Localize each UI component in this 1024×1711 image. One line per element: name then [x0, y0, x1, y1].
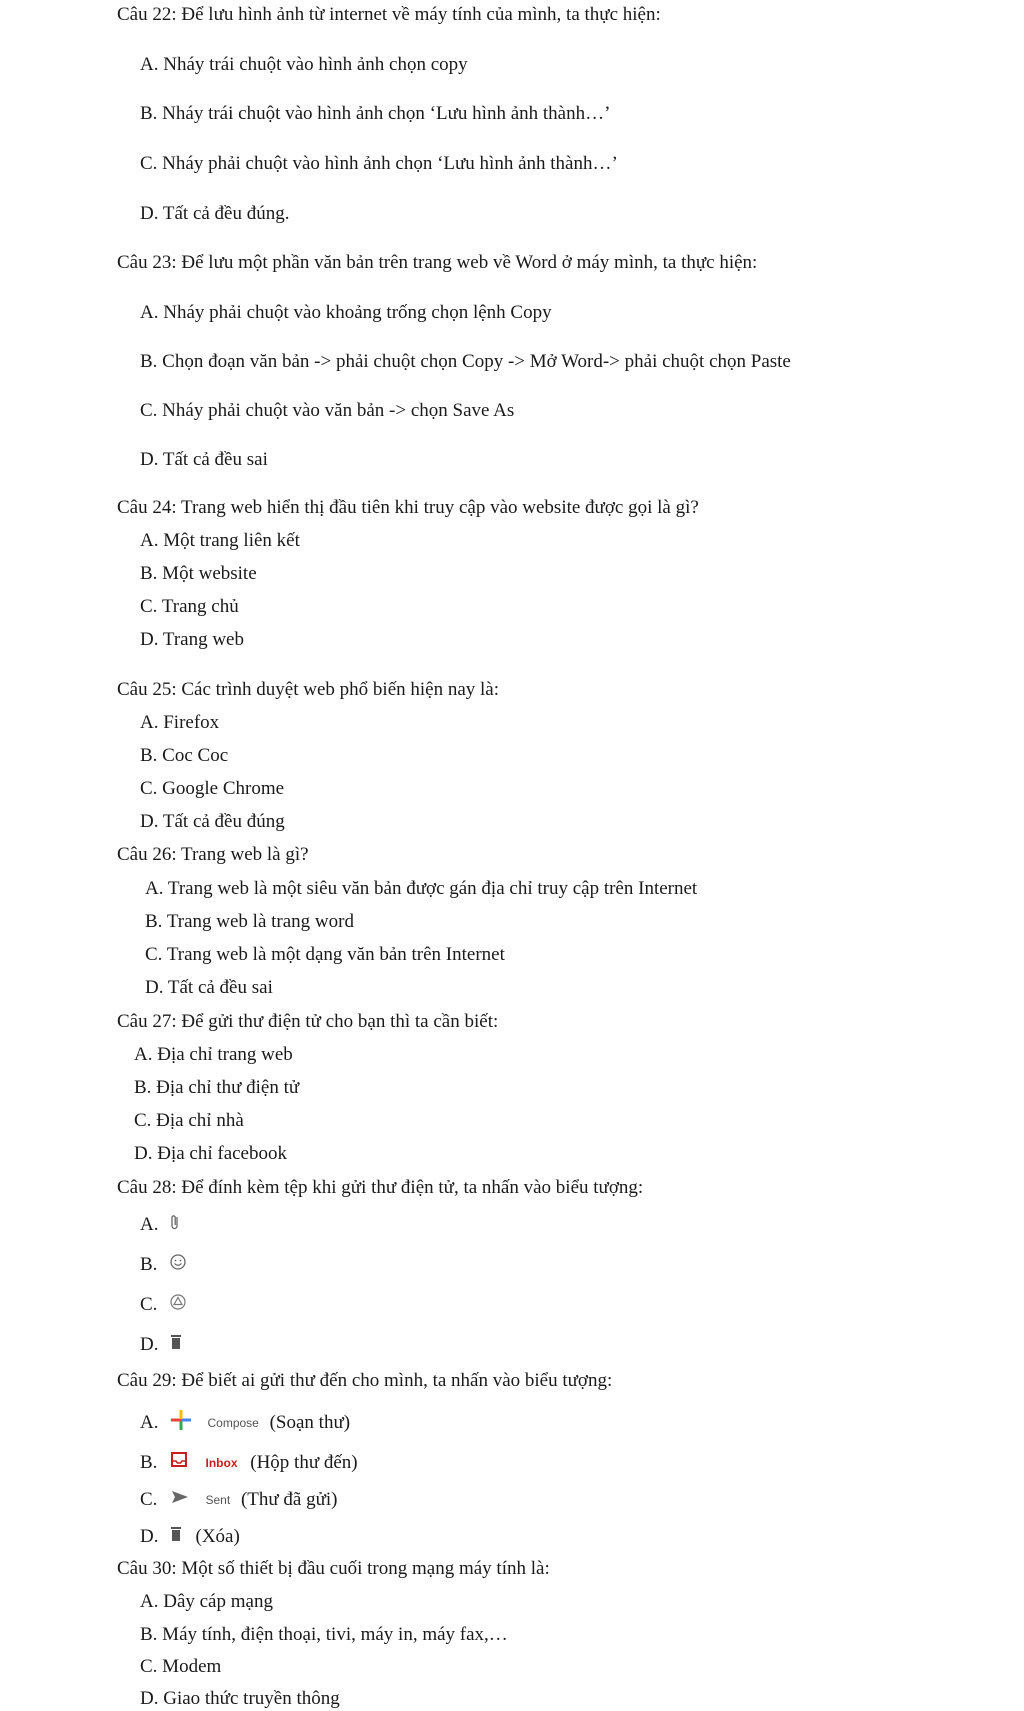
trash-icon	[169, 1333, 183, 1358]
option-30a: A. Dây cáp mạng	[140, 1591, 273, 1612]
option-25d: D. Tất cả đều đúng	[140, 811, 285, 832]
option-25b: B. Coc Coc	[140, 745, 229, 766]
option-26c: C. Trang web là một dạng văn bản trên Internet	[145, 944, 505, 965]
option-30c: C. Modem	[140, 1656, 222, 1677]
option-30b: B. Máy tính, điện thoại, tivi, máy in, máy fax,…	[140, 1624, 508, 1645]
option-26a: A. Trang web là một siêu văn bản được gán địa chỉ truy cập trên Internet	[145, 878, 698, 899]
option-27a: A. Địa chỉ trang web	[134, 1044, 293, 1065]
question-22: Câu 22: Để lưu hình ảnh từ internet về máy tính của mình, ta thực hiện:	[117, 4, 661, 25]
sent-icon	[169, 1489, 191, 1512]
question-25: Câu 25: Các trình duyệt web phổ biến hiện nay là:	[117, 679, 500, 700]
option-23a: A. Nháy phải chuột vào khoảng trống chọn lệnh Copy	[140, 302, 552, 323]
option-28c-label: C.	[140, 1293, 158, 1315]
option-29a	[140, 1408, 350, 1439]
option-22a: A. Nháy trái chuột vào hình ảnh chọn copy	[140, 54, 468, 75]
option-26d: D. Tất cả đều sai	[145, 977, 273, 998]
question-29: Câu 29: Để biết ai gửi thư đến cho mình, ta nhấn vào biểu tượng:	[117, 1370, 613, 1391]
option-29d-label: D.	[140, 1525, 159, 1547]
option-30d: D. Giao thức truyền thông	[140, 1688, 340, 1709]
option-24a: A. Một trang liên kết	[140, 530, 300, 551]
option-28c	[140, 1293, 187, 1318]
question-23: Câu 23: Để lưu một phần văn bản trên trang web về Word ở máy mình, ta thực hiện:	[117, 252, 758, 273]
plus-icon	[169, 1408, 193, 1439]
option-27d: D. Địa chỉ facebook	[134, 1143, 287, 1164]
question-24: Câu 24: Trang web hiển thị đầu tiên khi truy cập vào website được gọi là gì?	[117, 497, 699, 518]
option-27b: B. Địa chỉ thư điện tử	[134, 1077, 300, 1098]
emoji-icon	[169, 1253, 187, 1278]
inbox-label: Inbox	[205, 1456, 238, 1471]
option-29c-caption: (Thư đã gửi)	[240, 1489, 338, 1510]
option-29c	[140, 1489, 338, 1512]
option-28a	[140, 1213, 181, 1238]
option-28a-label: A.	[140, 1213, 159, 1235]
drive-icon	[169, 1293, 187, 1318]
option-24d: D. Trang web	[140, 629, 244, 650]
option-29b-caption: (Hộp thư đến)	[250, 1451, 358, 1473]
option-28d	[140, 1333, 183, 1358]
option-25c: C. Google Chrome	[140, 778, 285, 799]
option-23b: B. Chọn đoạn văn bản -> phải chuột chọn Copy -> Mở Word-> phải chuột chọn Paste	[140, 351, 791, 372]
question-28: Câu 28: Để đính kèm tệp khi gửi thư điện tử, ta nhấn vào biểu tượng:	[117, 1177, 644, 1198]
question-27: Câu 27: Để gửi thư điện tử cho bạn thì ta cần biết:	[117, 1011, 499, 1032]
option-29d	[140, 1525, 240, 1550]
question-26: Câu 26: Trang web là gì?	[117, 844, 309, 865]
option-29b	[140, 1451, 358, 1476]
option-28b	[140, 1253, 187, 1278]
option-23d: D. Tất cả đều sai	[140, 449, 268, 470]
question-30: Câu 30: Một số thiết bị đầu cuối trong mạng máy tính là:	[117, 1558, 550, 1579]
paperclip-icon	[169, 1213, 181, 1238]
option-22b: B. Nháy trái chuột vào hình ảnh chọn ‘Lưu hình ảnh thành…’	[140, 103, 611, 124]
option-22d: D. Tất cả đều đúng.	[140, 203, 290, 224]
option-22c: C. Nháy phải chuột vào hình ảnh chọn ‘Lưu hình ảnh thành…’	[140, 153, 618, 174]
sent-label: Sent	[205, 1493, 231, 1508]
option-24c: C. Trang chủ	[140, 596, 239, 617]
compose-label: Compose	[207, 1416, 259, 1431]
option-29a-caption: (Soạn thư)	[269, 1411, 351, 1433]
option-25a: A. Firefox	[140, 712, 220, 733]
option-29d-caption: (Xóa)	[195, 1525, 240, 1547]
option-26b: B. Trang web là trang word	[145, 911, 354, 932]
option-29b-label: B.	[140, 1451, 158, 1473]
option-28b-label: B.	[140, 1253, 158, 1275]
option-24b: B. Một website	[140, 563, 257, 584]
option-29c-label: C.	[140, 1489, 158, 1510]
option-28d-label: D.	[140, 1333, 159, 1355]
option-29a-label: A.	[140, 1411, 159, 1433]
trash-icon	[169, 1525, 183, 1550]
option-27c: C. Địa chỉ nhà	[134, 1110, 244, 1131]
inbox-icon	[169, 1451, 191, 1476]
option-23c: C. Nháy phải chuột vào văn bản -> chọn Save As	[140, 400, 515, 421]
